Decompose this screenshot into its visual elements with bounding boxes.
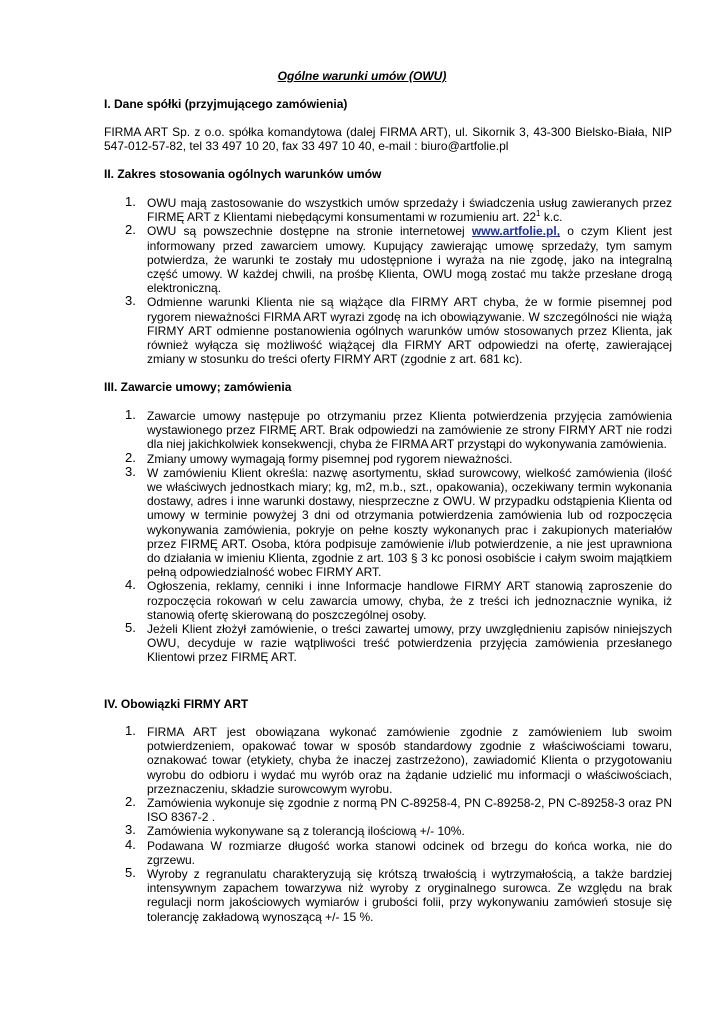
section-1-heading: I. Dane spółki (przyjmującego zamówienia) (104, 97, 348, 111)
list-item: 3. W zamówieniu Klient określa: nazwę asortymentu, skład surowcowy, wielkość zamówienia (ilość we właściwych jednostkach miary; kg, m2, m.b., szt., opakowania), oczekiwany termin wykonania dostawy, adres i inne warunki dostawy, niesprzeczne z OWU. W przypadku odstąpienia Klienta od umowy w terminie powyżej 3 dni od otrzymania potwierdzenia zamówienia lub od rozpoczęcia wykonywania zamówienia, pokryje on pełne koszty wykonanych prac i zakupionych materiałów przez FIRMĘ ART. Osoba, która podpisuje zamówienie i/lub potwierdzenie, a nie jest uprawniona do działania w imieniu Klienta, zgodnie z art. 103 § 3 kc ponosi osobiście i całym swoim majątkiem pełną odpowiedzialność wobec FIRMY ART. (125, 463, 672, 580)
list-item-number: 5. (125, 865, 136, 881)
list-item-number: 3. (125, 463, 136, 479)
section-2-heading: II. Zakres stosowania ogólnych warunków umów (104, 167, 382, 181)
list-item: 5. Wyroby z regranulatu charakteryzują się krótszą trwałością i wytrzymałością, a także bardziej intensywnym zapachem towarzywa niż wyroby z oryginalnego surowca. Ze względu na brak regulacji norm jakościowych wymiarów i grubości folii, przy wykonywaniu zamówień stosuje się tolerancję zakładową wynoszącą +/- 15 %. (125, 865, 672, 924)
list-item-number: 2. (125, 222, 136, 238)
list-item: 3. Odmienne warunki Klienta nie są wiążące dla FIRMY ART chyba, że w formie pisemnej pod rygorem nieważności FIRMA ART wyrazi zgodę na ich obowiązywanie. W szczególności nie wiążą FIRMY ART odmienne postanowienia ogólnych warunków umów stosowanych przez Klienta, jak również wyłącza się możliwość wiążącej dla FIRMY ART odpowiedzi na ofertę, zawierającej zmiany w stosunku do treści oferty FIRMY ART (zgodnie z art. 681 kc). (125, 293, 672, 367)
document-title: Ogólne warunki umów (OWU) (277, 69, 447, 83)
section-2-list (104, 196, 672, 366)
list-item-number: 1. (125, 194, 136, 209)
list-item-number: 2. (125, 449, 136, 465)
list-item: 4. Ogłoszenia, reklamy, cenniki i inne Informacje handlowe FIRMY ART stanowią zaproszenie do rozpoczęcia rokowań w celu zawarcia umowy, chyba, że z treści ich jednoznacznie wynika, iż stanowią ofertę skierowaną do poszczególnej osoby. (125, 577, 672, 622)
list-item-number: 1. (125, 407, 136, 422)
list-item: 1. FIRMA ART jest obowiązana wykonać zamówienie zgodnie z zamówieniem lub swoim potwierdzeniem, opakować towar w sposób standardowy zgodnie z właściwościami towaru, oznakować towar (etykiety, chyba że inaczej zastrzeżono), zawiadomić Klienta o przygotowaniu wyrobu do odbioru i wydać mu wyrób oraz na żądanie udzielić mu informacji o właściwościach, przeznaczeniu, składzie surowcowym wyrobu. (125, 723, 672, 796)
list-item: 2. OWU są powszechnie dostępne na stronie internetowej www.artfolie.pl, o czym Klient jest informowany przed zawarciem umowy. Kupujący zawierając umowę sprzedaży, tym samym potwierdza, że warunki te zostały mu udostępnione i wyraża na nie zgodę, jako na integralną część umowy. W każdej chwili, na prośbę Klienta, OWU mogą zostać mu także przesłane drogą elektroniczną. (125, 222, 672, 296)
list-item: 1. OWU mają zastosowanie do wszystkich umów sprzedaży i świadczenia usług zawieranych przez FIRMĘ ART z Klientami niebędącymi konsumentami w rozumieniu art. $22^1$ k.c. (125, 194, 672, 225)
list-item-number: 4. (125, 577, 136, 593)
section-4-list (104, 725, 672, 924)
section-3-heading: III. Zawarcie umowy; zamówienia (104, 380, 292, 394)
list-item: 4. Podawana W rozmiarze długość worka stanowi odcinek od brzegu do końca worka, nie do zgrzewu. (125, 836, 672, 867)
company-details-paragraph: FIRMA ART Sp. z o.o. spółka komandytowa (dalej FIRMA ART), ul. Sikornik 3, 43-300 Bielsko-Biała, NIP 547-012-57-82, tel 33 497 10 20, fax 33 497 10 40, e-mail : biuro@artfolie.pl (104, 125, 672, 154)
list-item-number: 3. (125, 293, 136, 309)
website-link[interactable]: www.artfolie.pl, (471, 224, 561, 239)
list-item: 2. Zmiany umowy wymagają formy pisemnej pod rygorem nieważności. (125, 449, 513, 466)
list-item: 3. Zamówienia wykonywane są z tolerancją ilościową +/- 10%. (125, 822, 465, 839)
list-item-number: 1. (125, 723, 136, 738)
list-item-number: 5. (125, 620, 136, 636)
list-item-number: 4. (125, 836, 136, 852)
section-3-list (104, 409, 672, 665)
list-item-number: 2. (125, 794, 136, 810)
list-item: 1. Zawarcie umowy następuje po otrzymaniu przez Klienta potwierdzenia przyjęcia zamówienia wystawionego przez FIRMĘ ART. Brak odpowiedzi na zamówienie ze strony FIRMY ART nie rodzi dla niej jakichkolwiek konsekwencji, chyba że FIRMA ART przystąpi do wykonywania zamówienia. (125, 407, 672, 452)
list-item-number: 3. (125, 822, 136, 838)
section-4-heading: IV. Obowiązki FIRMY ART (104, 697, 249, 711)
list-item: 2. Zamówienia wykonuje się zgodnie z normą PN C-89258-4, PN C-89258-2, PN C-89258-3 oraz PN ISO 8367-2 . (125, 794, 672, 825)
list-item: 5. Jeżeli Klient złożył zamówienie, o treści zawartej umowy, przy uwzględnieniu zapisów niniejszych OWU, decyduje w razie wątpliwości treść potwierdzenia przyjęcia zamówienia przesłanego Klientowi przez FIRMĘ ART. (125, 620, 672, 665)
